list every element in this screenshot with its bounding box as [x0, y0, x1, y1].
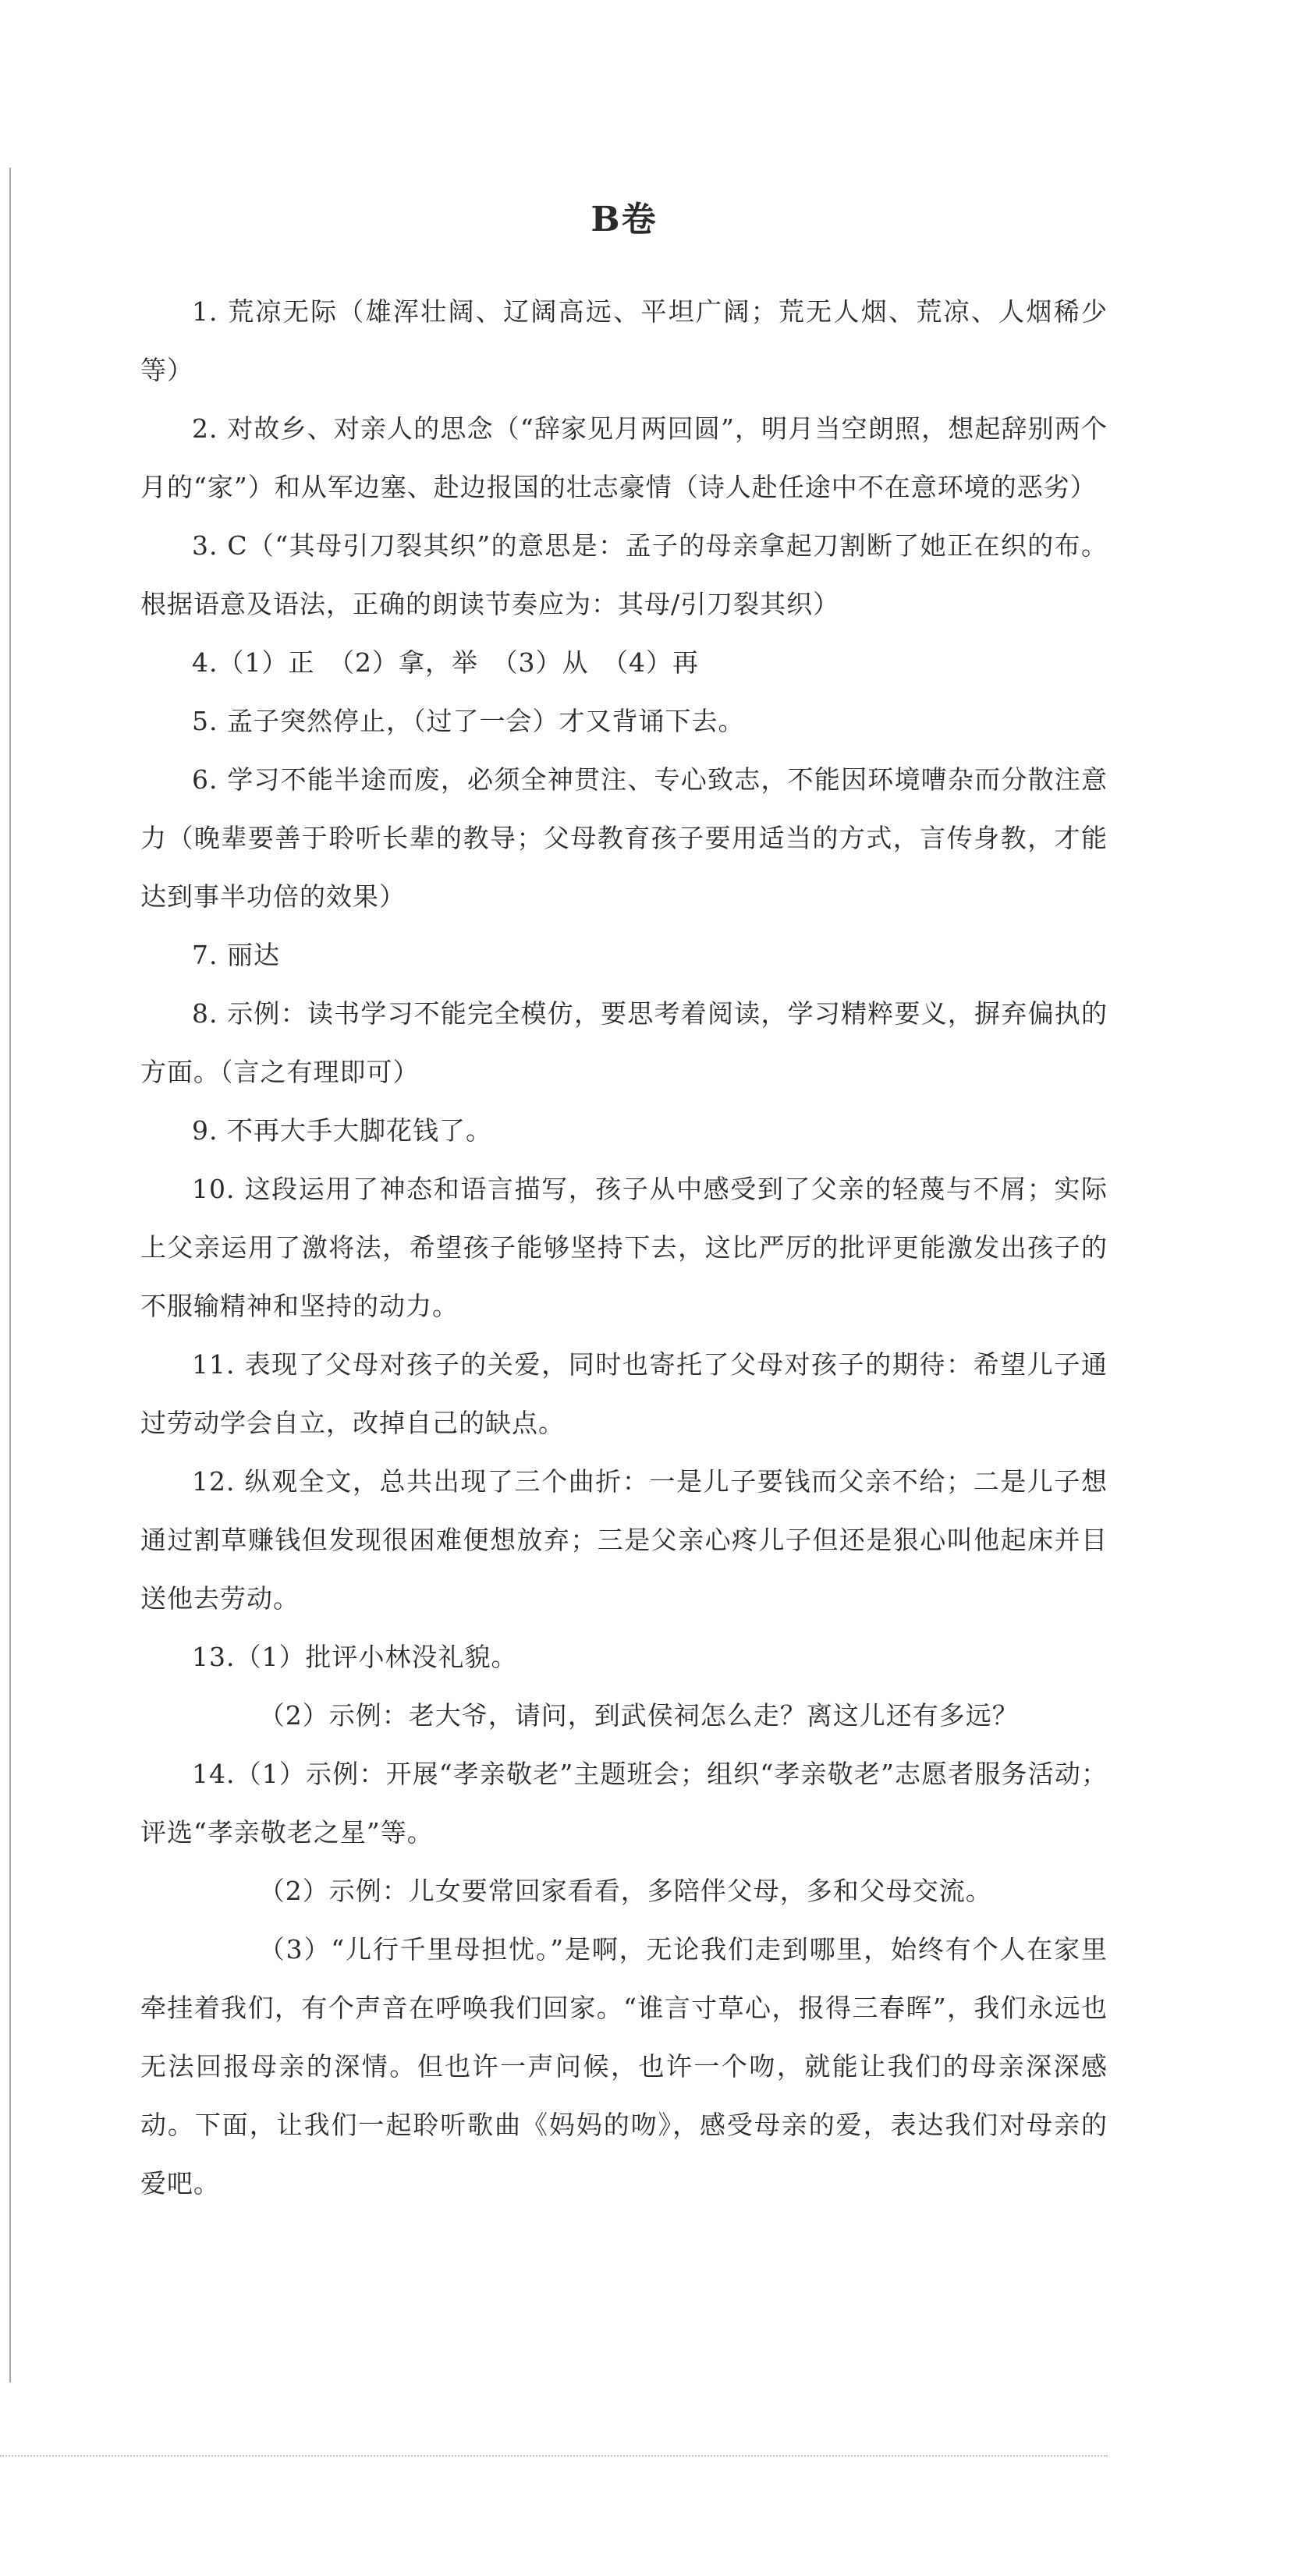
answer-14-part-2: （2）示例：儿女要常回家看看，多陪伴父母，多和父母交流。	[258, 1876, 992, 1906]
answer-14-part-1: 14.（1）示例：开展“孝亲敬老”主题班会；组织“孝亲敬老”志愿者服务活动；评选“孝亲敬老之星”等。	[140, 1759, 1108, 1848]
answer-1: 1. 荒凉无际（雄浑壮阔、辽阔高远、平坦广阔；荒无人烟、荒凉、人烟稀少等）	[140, 296, 1108, 385]
answer-13-part-1: 13.（1）批评小林没礼貌。	[192, 1642, 518, 1672]
answer-content	[140, 187, 1108, 2213]
answer-13-part-2: （2）示例：老大爷，请问，到武侯祠怎么走？离这儿还有多远？	[258, 1700, 1019, 1731]
answer-10: 10. 这段运用了神态和语言描写，孩子从中感受到了父亲的轻蔑与不屑；实际上父亲运用了激将法，希望孩子能够坚持下去，这比严厉的批评更能激发出孩子的不服输精神和坚持的动力。	[140, 1174, 1108, 1321]
answer-14-part-3: （3）“儿行千里母担忧。”是啊，无论我们走到哪里，始终有个人在家里牵挂着我们，有个声音在呼唤我们回家。“谁言寸草心，报得三春晖”，我们永远也无法回报母亲的深情。但也许一声问候，也许一个吻，就能让我们的母亲深深感动。下面，让我们一起聆听歌曲《妈妈的吻》，感受母亲的爱，表达我们对母亲的爱吧。	[140, 1934, 1108, 2199]
answer-2: 2. 对故乡、对亲人的思念（“辞家见月两回圆”，明月当空朗照，想起辞别两个月的“家”）和从军边塞、赴边报国的壮志豪情（诗人赴任途中不在意环境的恶劣）	[140, 413, 1108, 502]
answer-11: 11. 表现了父母对孩子的关爱，同时也寄托了父母对孩子的期待：希望儿子通过劳动学会自立，改掉自己的缺点。	[140, 1349, 1108, 1438]
answer-7: 7. 丽达	[192, 940, 280, 970]
answer-9: 9. 不再大手大脚花钱了。	[192, 1115, 492, 1146]
answer-12: 12. 纵观全文，总共出现了三个曲折：一是儿子要钱而父亲不给；二是儿子想通过割草赚钱但发现很困难便想放弃；三是父亲心疼儿子但还是狠心叫他起床并目送他去劳动。	[140, 1466, 1108, 1614]
left-margin-rule	[9, 168, 11, 2383]
bottom-dotted-rule	[0, 2455, 1108, 2457]
section-title: B卷	[591, 200, 658, 239]
answer-3: 3. C（“其母引刀裂其织”的意思是：孟子的母亲拿起刀割断了她正在织的布。根据语意及语法，正确的朗读节奏应为：其母/引刀裂其织）	[140, 530, 1108, 619]
answer-5: 5. 孟子突然停止，（过了一会）才又背诵下去。	[192, 706, 745, 736]
answer-4: 4.（1）正 （2）拿，举 （3）从 （4）再	[192, 647, 699, 678]
answer-6: 6. 学习不能半途而废，必须全神贯注、专心致志，不能因环境嘈杂而分散注意力（晚辈要善于聆听长辈的教导；父母教育孩子要用适当的方式，言传身教，才能达到事半功倍的效果）	[140, 764, 1108, 912]
answer-8: 8. 示例：读书学习不能完全模仿，要思考着阅读，学习精粹要义，摒弃偏执的方面。（言之有理即可）	[140, 998, 1108, 1087]
